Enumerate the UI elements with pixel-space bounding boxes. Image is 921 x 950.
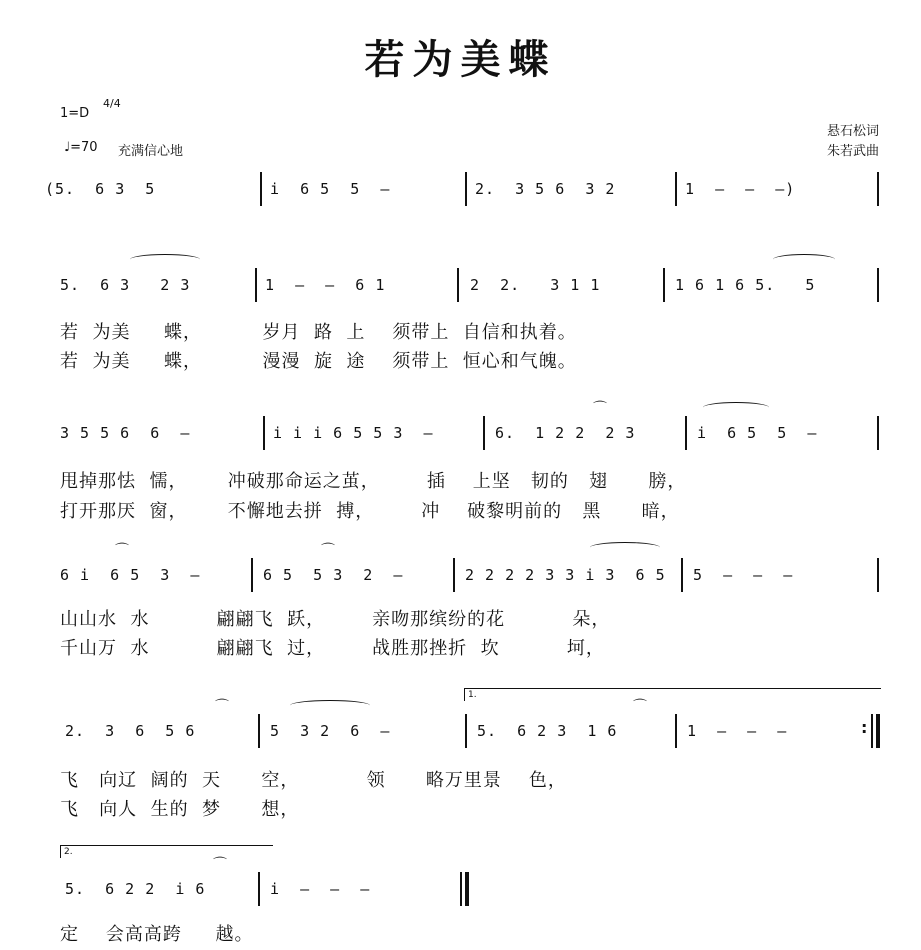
fermata: ⌒	[213, 857, 227, 873]
barline	[465, 172, 467, 206]
measure: i 6 5 5 –	[697, 424, 818, 442]
measure: 6 5 5 3 2 –	[263, 566, 404, 584]
staff-line-1	[45, 180, 891, 206]
slur	[130, 254, 200, 265]
barline	[258, 872, 260, 906]
barline	[877, 416, 879, 450]
barline	[681, 558, 683, 592]
barline	[263, 416, 265, 450]
barline	[483, 416, 485, 450]
staff-line-4	[55, 543, 891, 592]
measure: 2. 3 6 5 6	[65, 722, 196, 740]
measure: 1 – – –	[687, 722, 788, 740]
measure: (5. 6 3 5	[45, 180, 156, 198]
barline	[460, 872, 462, 906]
measure: 5 3 2 6 –	[270, 722, 391, 740]
lyric-line-5-verse-1: 飞 向辽 阔的 天 空， 领 略万里景 色，	[60, 770, 567, 791]
repeat-end-barline	[876, 714, 880, 748]
second-ending-bracket	[60, 845, 273, 858]
time-signature: 4/4	[103, 97, 121, 110]
measure: 2. 3 5 6 3 2	[475, 180, 616, 198]
measure: 1 – – –)	[685, 180, 796, 198]
fermata: ⌒	[593, 401, 607, 417]
measure: 1 – – 6 1	[265, 276, 386, 294]
measure: 5. 6 2 3 1 6	[477, 722, 618, 740]
staff-line-2	[55, 276, 891, 302]
repeat-dots: :	[861, 718, 868, 737]
lyric-line-3-verse-1: 甩掉那怯 懦， 冲破那命运之茧， 插 上坚 韧的 翅 膀，	[60, 471, 687, 492]
staff-line-3	[55, 401, 891, 450]
fermata: ⌒	[115, 543, 129, 559]
key-signature: 1=D	[60, 106, 90, 121]
measure: 2 2 2 2 3 3 i 3 6 5	[465, 566, 666, 584]
measure: 6. 1 2 2 2 3	[495, 424, 636, 442]
barline	[251, 558, 253, 592]
barline	[871, 714, 873, 748]
barline	[663, 268, 665, 302]
barline	[258, 714, 260, 748]
lyric-line-2-verse-2: 若 为美 蝶， 漫漫 旋 途 须带上 恒心和气魄。	[60, 351, 577, 372]
fermata: ⌒	[321, 543, 335, 559]
staff-line-5	[55, 699, 891, 748]
barline	[465, 714, 467, 748]
composer-credit: 朱若武曲	[826, 144, 879, 159]
measure: 6 i 6 5 3 –	[60, 566, 201, 584]
measure: 3 5 5 6 6 –	[60, 424, 191, 442]
barline	[675, 714, 677, 748]
fermata: ⌒	[633, 699, 647, 715]
measure: 2 2. 3 1 1	[470, 276, 601, 294]
measure: 5. 6 2 2 i 6	[65, 880, 206, 898]
expression-marking: 充满信心地	[118, 144, 184, 159]
final-barline	[465, 872, 469, 906]
lyric-line-4-verse-2: 千山万 水 翩翩飞 过， 战胜那挫折 坎 坷，	[60, 638, 605, 659]
measure: 5. 6 3 2 3	[60, 276, 191, 294]
barline	[877, 558, 879, 592]
lyric-line-3-verse-2: 打开那厌 窗， 不懈地去拼 搏， 冲 破黎明前的 黑 暗，	[60, 501, 680, 522]
lyric-line-2-verse-1: 若 为美 蝶， 岁月 路 上 须带上 自信和执着。	[60, 322, 577, 343]
lyricist-credit: 悬石松词	[826, 124, 879, 139]
barline	[260, 172, 262, 206]
first-ending-bracket	[464, 688, 881, 701]
barline	[453, 558, 455, 592]
barline	[457, 268, 459, 302]
barline	[877, 268, 879, 302]
tempo-marking: ♩=70	[64, 140, 98, 155]
measure: i i i 6 5 5 3 –	[273, 424, 434, 442]
lyric-line-6-verse-1: 定 会高高跨 越。	[60, 924, 254, 945]
measure: i – – –	[270, 880, 371, 898]
lyric-line-4-verse-1: 山山水 水 翩翩飞 跃， 亲吻那缤纷的花 朵，	[60, 609, 611, 630]
slur	[703, 402, 769, 413]
measure: 1 6 1 6 5. 5	[675, 276, 816, 294]
barline	[877, 172, 879, 206]
first-ending-number: 1.	[468, 690, 477, 700]
lyric-line-5-verse-2: 飞 向人 生的 梦 想，	[60, 799, 300, 820]
measure: i 6 5 5 –	[270, 180, 391, 198]
slur	[590, 542, 660, 553]
barline	[675, 172, 677, 206]
second-ending-number: 2.	[64, 847, 73, 857]
barline	[685, 416, 687, 450]
song-title: 若为美蝶	[364, 36, 557, 83]
staff-line-6	[55, 857, 891, 906]
measure: 5 – – –	[693, 566, 794, 584]
slur	[773, 254, 835, 265]
barline	[255, 268, 257, 302]
fermata: ⌒	[215, 699, 229, 715]
slur	[290, 700, 370, 711]
